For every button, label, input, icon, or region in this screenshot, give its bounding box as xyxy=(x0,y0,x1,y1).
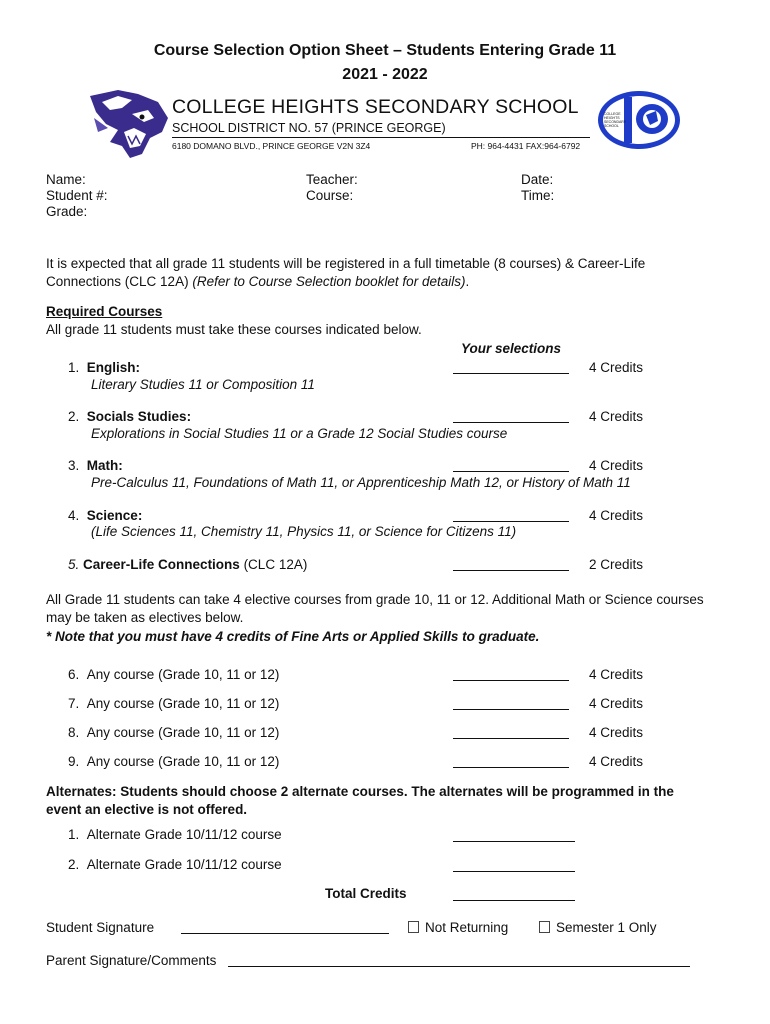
student-signature-label: Student Signature xyxy=(46,920,155,935)
item-number: 7. xyxy=(68,696,80,711)
required-item-4-detail: (Life Sciences 11, Chemistry 11, Physics 11, or Science for Citizens 11) xyxy=(91,524,517,539)
credits-label: 4 Credits xyxy=(589,667,644,682)
item-name: Science: xyxy=(86,508,143,523)
item-number: 1. xyxy=(68,827,80,842)
crest-label: COLLEGE HEIGHTS SECONDARY SCHOOL xyxy=(604,112,627,128)
required-heading: Required Courses xyxy=(46,304,163,319)
credits-label: 4 Credits xyxy=(589,508,644,523)
item-number: 6. xyxy=(68,667,80,682)
intro-line-1: It is expected that all grade 11 students will be registered in a full timetable (8 courses) & Career-Life xyxy=(46,256,646,271)
credits-label: 4 Credits xyxy=(589,360,644,375)
alternate-item-1 xyxy=(68,827,282,842)
parent-signature-label: Parent Signature/Comments xyxy=(46,953,217,968)
alternate-1-field[interactable] xyxy=(453,829,575,842)
intro-line-2 xyxy=(46,274,469,289)
required-item-2 xyxy=(68,409,191,424)
elective-item-6 xyxy=(68,667,279,682)
required-item-4 xyxy=(68,508,142,523)
grade-label: Grade: xyxy=(46,204,88,219)
credits-label: 4 Credits xyxy=(589,725,644,740)
alternate-item-2 xyxy=(68,857,282,872)
credits-label: 2 Credits xyxy=(589,557,644,572)
alternates-line-2: event an elective is not offered. xyxy=(46,802,248,817)
item-number: 5. xyxy=(68,557,80,572)
elective-item-8 xyxy=(68,725,279,740)
electives-line-2: may be taken as electives below. xyxy=(46,610,244,625)
student-number-label: Student #: xyxy=(46,188,108,203)
item-name: Socials Studies: xyxy=(86,409,192,424)
required-item-2-detail: Explorations in Social Studies 11 or a Grade 12 Social Studies course xyxy=(91,426,508,441)
intro-end: . xyxy=(465,274,470,289)
elective-8-field[interactable] xyxy=(453,726,569,739)
item-number: 9. xyxy=(68,754,80,769)
elective-7-field[interactable] xyxy=(453,697,569,710)
alternate-2-field[interactable] xyxy=(453,859,575,872)
elective-6-field[interactable] xyxy=(453,668,569,681)
not-returning-label: Not Returning xyxy=(425,920,509,935)
item-number: 2. xyxy=(68,409,80,424)
item-label: Alternate Grade 10/11/12 course xyxy=(86,827,282,842)
item-name: English: xyxy=(86,360,141,375)
teacher-label: Teacher: xyxy=(306,172,358,187)
date-label: Date: xyxy=(521,172,554,187)
item-label: Any course (Grade 10, 11 or 12) xyxy=(86,696,280,711)
credits-label: 4 Credits xyxy=(589,458,644,473)
cougar-logo-icon xyxy=(88,88,170,160)
elective-item-9 xyxy=(68,754,279,769)
school-year: 2021 - 2022 xyxy=(342,66,428,83)
required-item-5 xyxy=(68,557,307,572)
semester-1-only-checkbox[interactable] xyxy=(539,920,657,935)
item-label: Any course (Grade 10, 11 or 12) xyxy=(86,754,280,769)
parent-signature-field[interactable] xyxy=(228,954,690,967)
item-name: Math: xyxy=(86,458,123,473)
school-district: SCHOOL DISTRICT NO. 57 (PRINCE GEORGE) xyxy=(172,121,446,135)
page-title: Course Selection Option Sheet – Students Entering Grade 11 xyxy=(153,42,617,59)
electives-line-1: All Grade 11 students can take 4 elective courses from grade 10, 11 or 12. Additional Math or Science courses xyxy=(46,592,704,607)
item-number: 3. xyxy=(68,458,80,473)
science-selection-field[interactable] xyxy=(453,509,569,522)
item-number: 8. xyxy=(68,725,80,740)
course-label: Course: xyxy=(306,188,354,203)
item-suffix: (CLC 12A) xyxy=(239,557,308,572)
credits-label: 4 Credits xyxy=(589,696,644,711)
required-item-3 xyxy=(68,458,123,473)
not-returning-checkbox[interactable] xyxy=(408,920,508,935)
total-credits-label: Total Credits xyxy=(325,886,407,901)
elective-item-7 xyxy=(68,696,279,711)
student-signature-field[interactable] xyxy=(181,921,389,934)
checkbox-icon[interactable] xyxy=(539,921,550,933)
required-item-3-detail: Pre-Calculus 11, Foundations of Math 11, or Apprenticeship Math 12, or History of Math 11 xyxy=(91,475,631,490)
item-label: Any course (Grade 10, 11 or 12) xyxy=(86,667,280,682)
header-divider xyxy=(172,137,590,138)
school-phone-fax: PH: 964-4431 FAX:964-6792 xyxy=(471,141,581,151)
alternates-line-1: Alternates: Students should choose 2 alternate courses. The alternates will be programmed in the xyxy=(46,784,674,799)
school-address: 6180 DOMANO BLVD., PRINCE GEORGE V2N 3Z4 xyxy=(172,141,371,151)
intro-plain: Connections (CLC 12A) xyxy=(46,274,193,289)
total-credits-field[interactable] xyxy=(453,888,575,901)
credits-label: 4 Credits xyxy=(589,409,644,424)
item-label: Any course (Grade 10, 11 or 12) xyxy=(86,725,280,740)
intro-italic: (Refer to Course Selection booklet for details) xyxy=(192,274,466,289)
credits-label: 4 Credits xyxy=(589,754,644,769)
english-selection-field[interactable] xyxy=(453,361,569,374)
item-label: Alternate Grade 10/11/12 course xyxy=(86,857,282,872)
socials-selection-field[interactable] xyxy=(453,410,569,423)
elective-9-field[interactable] xyxy=(453,755,569,768)
required-item-1 xyxy=(68,360,140,375)
school-name: COLLEGE HEIGHTS SECONDARY SCHOOL xyxy=(172,96,579,118)
semester-1-only-label: Semester 1 Only xyxy=(556,920,657,935)
clc-selection-field[interactable] xyxy=(453,558,569,571)
required-item-1-detail: Literary Studies 11 or Composition 11 xyxy=(91,377,315,392)
required-subtext: All grade 11 students must take these courses indicated below. xyxy=(46,322,422,337)
item-number: 4. xyxy=(68,508,80,523)
name-label: Name: xyxy=(46,172,86,187)
checkbox-icon[interactable] xyxy=(408,921,419,933)
math-selection-field[interactable] xyxy=(453,459,569,472)
item-number: 1. xyxy=(68,360,80,375)
item-number: 2. xyxy=(68,857,80,872)
electives-note: * Note that you must have 4 credits of Fine Arts or Applied Skills to graduate. xyxy=(46,629,540,644)
item-name: Career-Life Connections xyxy=(83,557,240,572)
time-label: Time: xyxy=(521,188,555,203)
your-selections-label: Your selections xyxy=(461,341,562,356)
